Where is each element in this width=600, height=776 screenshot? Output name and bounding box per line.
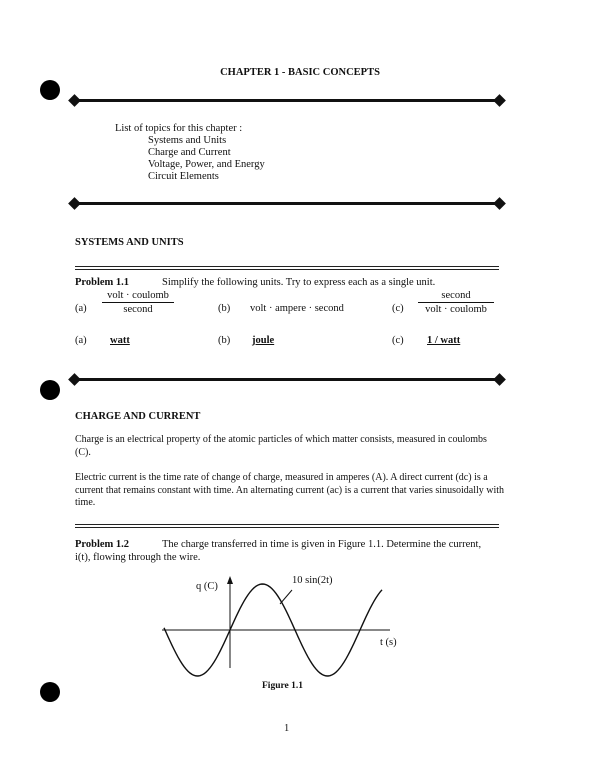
- answer-c-label: (c): [392, 335, 404, 346]
- fraction-c-numerator: second: [441, 290, 471, 301]
- y-axis-arrow: [227, 576, 233, 584]
- fraction-a-numerator: volt · coulomb: [107, 290, 169, 301]
- problem-1-2-text: The charge transferred in time is given in Figure 1.1. Determine the current,: [162, 539, 482, 550]
- x-axis-label: t (s): [380, 637, 397, 648]
- rule-end-right-1: [493, 94, 506, 107]
- binder-hole-middle: [40, 380, 60, 400]
- part-b-label: (b): [218, 303, 231, 314]
- curve-label-leader: [280, 590, 292, 604]
- answer-b-label: (b): [218, 335, 231, 346]
- problem-rule-4: [75, 527, 499, 528]
- topic-item: Charge and Current: [148, 147, 231, 158]
- section-heading-systems-units: SYSTEMS AND UNITS: [75, 237, 184, 248]
- fraction-a: [102, 290, 174, 315]
- divider-rule-1: [76, 99, 498, 102]
- part-a-label: (a): [75, 303, 87, 314]
- answer-c: 1 / watt: [427, 335, 461, 346]
- fraction-bar: [418, 302, 494, 303]
- topics-intro: List of topics for this chapter :: [115, 123, 243, 134]
- fraction-a-denominator: second: [123, 304, 153, 315]
- problem-rule-3: [75, 524, 499, 525]
- divider-rule-3: [76, 378, 498, 381]
- figure-sine-plot: [150, 568, 410, 678]
- part-b-expression: volt · ampere · second: [250, 303, 344, 314]
- answer-a: watt: [110, 335, 130, 346]
- fraction-c-denominator: volt · coulomb: [425, 304, 487, 315]
- paragraph-current: Electric current is the time rate of change of charge, measured in amperes (A). A direct current (dc) is a current that remains constant with time. An alternating current (ac) is a current that varies sinusoidally with time.: [75, 472, 505, 508]
- curve-label: 10 sin(2t): [292, 575, 333, 586]
- chapter-title: CHAPTER 1 - BASIC CONCEPTS: [220, 67, 380, 78]
- fraction-c: [418, 290, 494, 315]
- figure-caption: Figure 1.1: [262, 681, 303, 691]
- y-axis-label: q (C): [196, 581, 218, 592]
- problem-1-1-text: Simplify the following units. Try to express each as a single unit.: [162, 277, 436, 288]
- divider-rule-2: [76, 202, 498, 205]
- problem-rule: [75, 266, 499, 267]
- part-c-label: (c): [392, 303, 404, 314]
- problem-1-2-text-cont: i(t), flowing through the wire.: [75, 552, 201, 563]
- section-heading-charge-current: CHARGE AND CURRENT: [75, 411, 201, 422]
- page-number: 1: [284, 723, 290, 734]
- problem-1-1-label: Problem 1.1: [75, 277, 130, 288]
- rule-end-right-3: [493, 373, 506, 386]
- topic-item: Voltage, Power, and Energy: [148, 159, 265, 170]
- paragraph-charge: Charge is an electrical property of the atomic particles of which matter consists, measured in coulombs (C).: [75, 434, 487, 458]
- topic-item: Circuit Elements: [148, 171, 219, 182]
- problem-rule-2: [75, 269, 499, 270]
- rule-end-right-2: [493, 197, 506, 210]
- answer-b: joule: [252, 335, 275, 346]
- topic-item: Systems and Units: [148, 135, 227, 146]
- binder-hole-bottom: [40, 682, 60, 702]
- binder-hole-top: [40, 80, 60, 100]
- answer-a-label: (a): [75, 335, 87, 346]
- fraction-bar: [102, 302, 174, 303]
- problem-1-2-label: Problem 1.2: [75, 539, 130, 550]
